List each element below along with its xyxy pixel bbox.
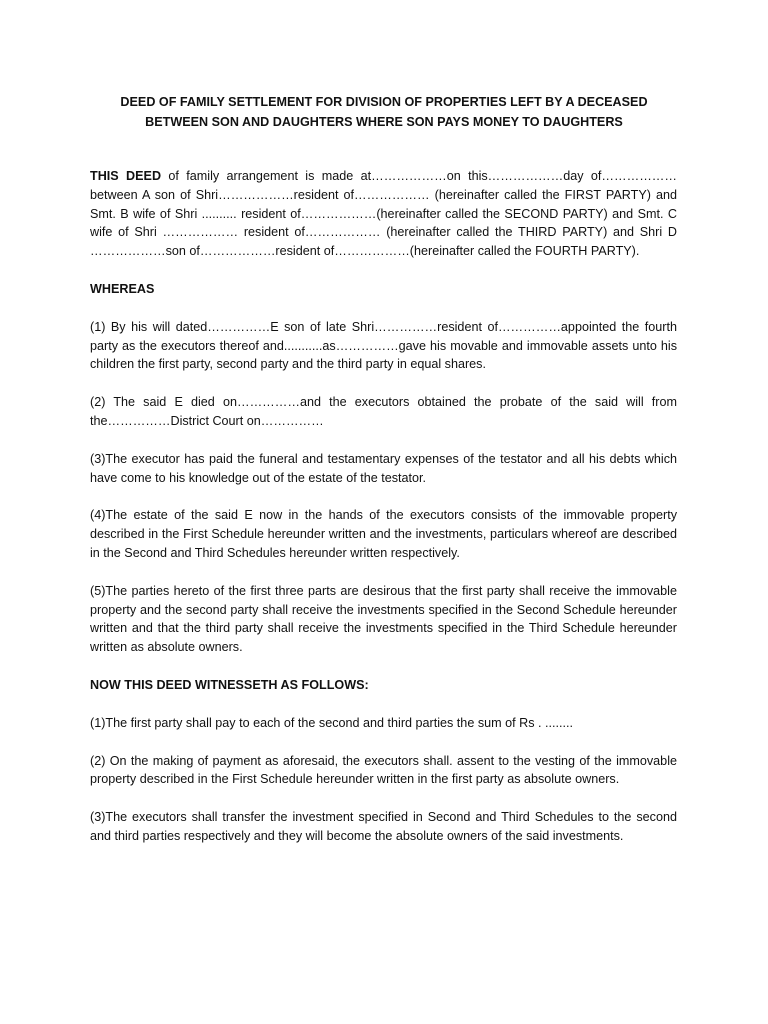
intro-lead: THIS DEED	[90, 169, 162, 183]
whereas-item-5: (5)The parties hereto of the first three parts are desirous that the first party shall receive the immovable property and the second party shall receive the investments specified in the Second Schedule hereunder written and that the third party shall receive the investments specified in the Third Schedule hereunder written as absolute owners.	[90, 583, 677, 655]
whereas-item-1: (1) By his will dated……………E son of late Shri……………resident of……………appointed the fourth party as the executors thereof and...........as……………gave his movable and immovable assets unto his children the first party, second party and the third party in equal shares.	[90, 319, 677, 372]
whereas-item-3: (3)The executor has paid the funeral and testamentary expenses of the testator and all his debts which have come to his knowledge out of the estate of the testator.	[90, 451, 677, 485]
witnesseth-heading: NOW THIS DEED WITNESSETH AS FOLLOWS:	[90, 677, 369, 692]
whereas-item-2: (2) The said E died on……………and the executors obtained the probate of the said will from the……………District Court on……………	[90, 395, 677, 428]
title-line-1: DEED OF FAMILY SETTLEMENT FOR DIVISION OF PROPERTIES LEFT BY A DECEASED	[120, 95, 648, 109]
whereas-item-4: (4)The estate of the said E now in the hands of the executors consists of the immovable property described in the First Schedule hereunder written and the investments, particulars whereof are described in the Second and Third Schedules hereunder written respectively.	[90, 508, 677, 560]
document-body	[90, 167, 677, 865]
document-title	[70, 92, 698, 132]
witnesseth-item-3: (3)The executors shall transfer the investment specified in Second and Third Schedules to the second and third parties respectively and they will become the absolute owners of the said investments.	[90, 810, 677, 843]
intro-text: of family arrangement is made at………………on this………………day of………………between A son of Shri………………resident of……………… (hereinafter called the FIRST PARTY) and Smt. B wife of Shri .......... resident of………………(hereinafter called the SECOND PARTY) and Smt. C wife of Shri ……………… resident of……………… (hereinafter called the THIRD PARTY) and Shri D ………………son of………………resident of………………(hereinafter called the FOURTH PARTY).	[90, 169, 677, 259]
witnesseth-item-2: (2) On the making of payment as aforesaid, the executors shall. assent to the vesting of the immovable property described in the First Schedule hereunder written in the first party as absolute owners.	[90, 753, 677, 787]
witnesseth-item-1: (1)The first party shall pay to each of the second and third parties the sum of Rs . ........	[90, 715, 573, 730]
intro-paragraph	[90, 167, 677, 261]
whereas-heading: WHEREAS	[90, 281, 155, 296]
title-line-2: BETWEEN SON AND DAUGHTERS WHERE SON PAYS MONEY TO DAUGHTERS	[145, 115, 623, 129]
